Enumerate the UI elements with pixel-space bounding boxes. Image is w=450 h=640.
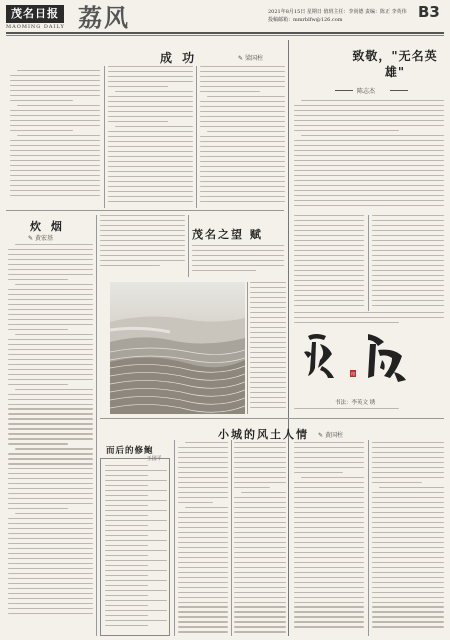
column-divider	[174, 440, 175, 636]
article-body-maoming-intro	[192, 245, 284, 279]
calligraphy-artwork	[298, 328, 423, 388]
article-body-chenggong-col3	[200, 66, 285, 204]
author-name: 王国平	[146, 456, 162, 462]
article-byline-chuiyan	[28, 233, 53, 242]
pen-icon: ✎	[318, 432, 324, 439]
article-title-chenggong: 成 功	[160, 51, 198, 65]
column-divider	[188, 215, 189, 277]
spacer	[100, 282, 106, 283]
article-title-zhijing: 致敬，"无名英雄"	[352, 49, 438, 79]
column-divider	[368, 440, 369, 636]
poem-body	[105, 465, 167, 633]
byline-dash	[390, 90, 408, 91]
column-divider	[368, 215, 369, 311]
poem-box	[100, 458, 170, 636]
article-byline-zhijing: 陈志杰	[357, 88, 376, 95]
article-body-maoming-right	[250, 282, 286, 414]
article-body-xiaocheng-col3	[294, 442, 364, 636]
author-name: 梁国柱	[244, 55, 263, 62]
article-body-zhijing-lower	[294, 312, 444, 326]
article-body-xiaocheng-col4	[372, 442, 444, 636]
article-body-xiaocheng-col1	[178, 442, 228, 636]
author-name: 黄宏基	[34, 235, 53, 242]
article-byline-xiaocheng	[318, 430, 343, 439]
article-byline-chenggong	[238, 53, 263, 62]
column-divider	[247, 282, 248, 414]
terrace-landscape-image	[110, 282, 245, 414]
column-divider	[104, 66, 105, 208]
page-number: B3	[418, 3, 440, 21]
article-body-zhijing-mid-left	[294, 215, 364, 311]
section-title: 荔风	[78, 4, 130, 32]
article-body-xiaocheng-col2	[234, 442, 286, 636]
pen-icon: ✎	[238, 55, 244, 62]
calligraphy-caption: 书法：李英文 绣	[335, 400, 376, 406]
pen-icon: ✎	[28, 235, 34, 242]
article-body-chuiyan	[8, 244, 93, 636]
section-divider	[6, 210, 284, 211]
masthead-rule	[6, 32, 444, 34]
article-title-chuiyan: 炊 烟	[30, 220, 65, 233]
article-title-xiaocheng: 小城的风土人情	[218, 428, 309, 441]
article-body-chenggong-col1	[10, 70, 100, 204]
author-name: 黄国柱	[324, 432, 343, 439]
masthead-rule-thin	[6, 35, 444, 36]
seal-text: 印	[351, 371, 355, 377]
article-body-zhijing-top	[294, 100, 444, 208]
article-body-upper-middle-left	[100, 215, 185, 275]
newspaper-logo-subtitle: MAOMING DAILY	[6, 24, 65, 30]
column-divider	[196, 66, 197, 208]
byline-dash	[335, 90, 353, 91]
newspaper-logo: 茂名日报	[6, 5, 64, 23]
section-divider	[100, 418, 444, 419]
article-body-chenggong-col2	[108, 66, 193, 204]
article-body-zhijing-mid-right	[372, 215, 444, 311]
contact-line: 投稿邮箱：mmrblfw@126.com	[268, 17, 343, 23]
article-title-poem: 而后的修鲍	[106, 446, 154, 456]
column-divider-main	[288, 40, 289, 636]
article-byline-poem: — 王国平	[140, 456, 162, 462]
spacer	[100, 228, 101, 229]
date-line: 2021年8月15日 星期日 值班主任：李尚德 责编：陈正 李英伟	[268, 9, 407, 15]
landscape-photo	[110, 282, 245, 414]
column-divider	[96, 215, 97, 636]
article-body-zhijing-end	[294, 408, 444, 417]
column-divider	[231, 440, 232, 636]
article-title-maoming: 茂名之望 赋	[192, 228, 263, 241]
